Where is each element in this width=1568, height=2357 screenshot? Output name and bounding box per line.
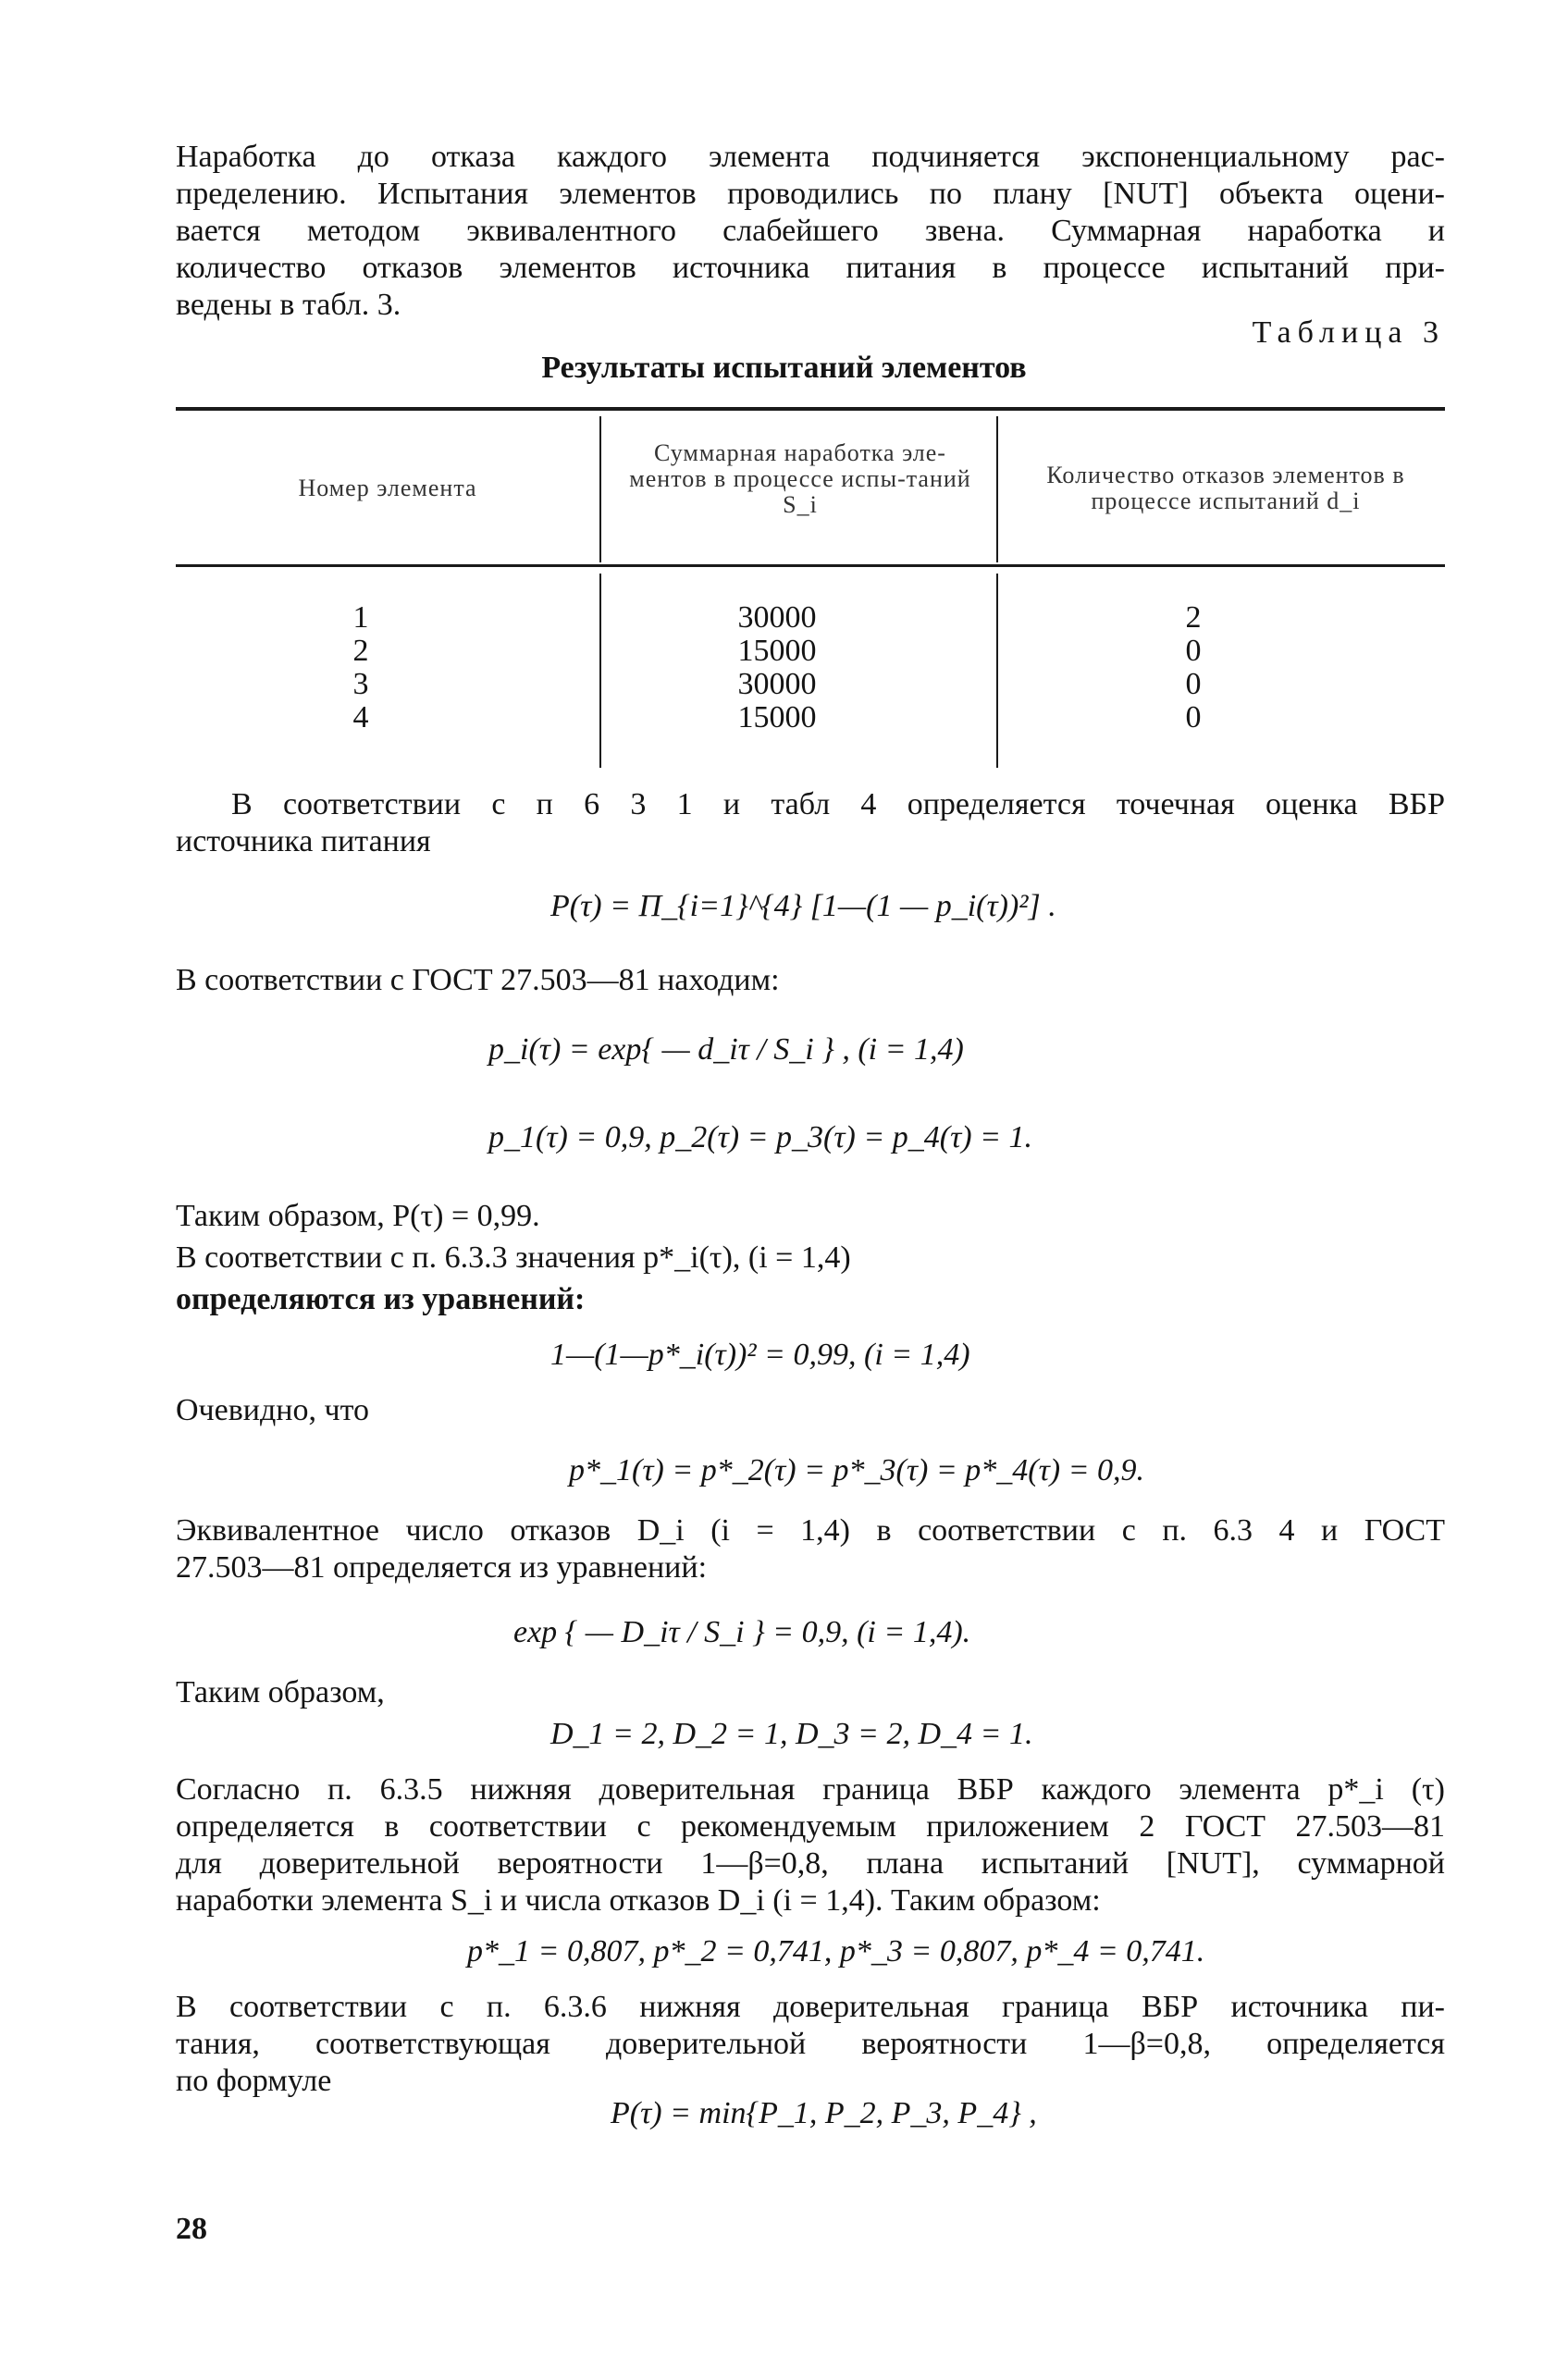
formula-point-estimate: P(τ) = Π_{i=1}^{4} [1—(1 — p_i(τ))²] . [550, 889, 1056, 923]
body-paragraph-10b: тания, соответствующая доверительной вероятности 1—β=0,8, определяется [176, 2027, 1445, 2061]
body-paragraph-7a: Эквивалентное число отказов D_i (i = 1,4) в соответствии с п. 6.3 4 и ГОСТ [176, 1513, 1445, 1548]
page-number: 28 [176, 2212, 207, 2246]
body-paragraph-10c: по формуле [176, 2064, 332, 2098]
table-number-label: Таблица 3 [1252, 315, 1445, 350]
formula-failure-values: D_1 = 2, D_2 = 1, D_3 = 2, D_4 = 1. [550, 1717, 1033, 1751]
body-paragraph-1b: источника питания [176, 824, 431, 858]
body-paragraph-5: определяются из уравнений: [176, 1282, 586, 1316]
body-paragraph-8: Таким образом, [176, 1675, 385, 1709]
table-cell: 15000 [737, 634, 817, 668]
table-top-rule [176, 407, 1445, 411]
body-paragraph-6: Очевидно, что [176, 1393, 369, 1427]
table-divider-1 [599, 416, 601, 562]
body-paragraph-2: В соответствии с ГОСТ 27.503—81 находим: [176, 963, 780, 997]
intro-line-4: количество отказов элементов источника питания в процессе испытаний при- [176, 251, 1445, 285]
formula-equal-values: p*_1(τ) = p*_2(τ) = p*_3(τ) = p*_4(τ) = 0,9. [569, 1453, 1145, 1487]
table-title: Результаты испытаний элементов [541, 351, 1027, 385]
table-cell: 3 [352, 667, 369, 701]
table-col-element-number [324, 601, 398, 734]
table-cell: 4 [352, 700, 369, 734]
table-divider-2-body [996, 574, 998, 768]
intro-line-2: пределению. Испытания элементов проводились по плану [NUT] объекта оцени- [176, 177, 1445, 211]
intro-line-5: ведены в табл. 3. [176, 288, 401, 322]
body-paragraph-9b: определяется в соответствии с рекомендуемым приложением 2 ГОСТ 27.503—81 [176, 1809, 1445, 1844]
table-cell: 0 [1185, 634, 1202, 668]
intro-line-3: вается методом эквивалентного слабейшего звена. Суммарная наработка и [176, 214, 1445, 248]
formula-min-bound: P(τ) = min{P_1, P_2, P_3, P_4} , [611, 2096, 1037, 2130]
body-paragraph-9d: наработки элемента S_i и числа отказов D_i (i = 1,4). Таким образом: [176, 1883, 1101, 1918]
table-header-rule [176, 564, 1445, 567]
table-divider-2 [996, 416, 998, 562]
table-header-total-operating-time: Суммарная наработка эле-ментов в процессе испы-таний S_i [629, 439, 971, 518]
body-paragraph-9c: для доверительной вероятности 1—β=0,8, плана испытаний [NUT], суммарной [176, 1846, 1445, 1881]
table-cell: 0 [1185, 667, 1202, 701]
table-cell: 2 [1185, 600, 1202, 635]
formula-equation-1: 1—(1—p*_i(τ))² = 0,99, (i = 1,4) [550, 1338, 970, 1372]
table-cell: 2 [352, 634, 369, 668]
table-col-operating-time [685, 601, 870, 734]
table-cell: 1 [352, 600, 369, 635]
table-divider-1-body [599, 574, 601, 768]
table-cell: 30000 [737, 600, 817, 635]
table-cell: 30000 [737, 667, 817, 701]
table-cell: 15000 [737, 700, 817, 734]
formula-lower-bounds: p*_1 = 0,807, p*_2 = 0,741, p*_3 = 0,807, p*_4 = 0,741. [467, 1934, 1205, 1968]
table-cell: 0 [1185, 700, 1202, 734]
formula-element-values: p_1(τ) = 0,9, p_2(τ) = p_3(τ) = p_4(τ) = 1. [488, 1120, 1033, 1154]
table-header-element-number: Номер элемента [298, 475, 477, 501]
body-paragraph-3: Таким образом, P(τ) = 0,99. [176, 1199, 540, 1233]
table-col-failure-count [1147, 601, 1240, 734]
table-header-failure-count: Количество отказов элементов в процессе испытаний d_i [1046, 462, 1405, 514]
body-paragraph-1a: В соответствии с п 6 3 1 и табл 4 определяется точечная оценка ВБР [231, 787, 1445, 821]
body-paragraph-4: В соответствии с п. 6.3.3 значения p*_i(τ), (i = 1,4) [176, 1240, 851, 1275]
formula-equivalent-failures: exp { — D_iτ / S_i } = 0,9, (i = 1,4). [513, 1615, 971, 1649]
intro-line-1: Наработка до отказа каждого элемента подчиняется экспоненциальному рас- [176, 140, 1445, 174]
body-paragraph-9a: Согласно п. 6.3.5 нижняя доверительная граница ВБР каждого элемента p*_i (τ) [176, 1772, 1445, 1807]
body-paragraph-10a: В соответствии с п. 6.3.6 нижняя доверительная граница ВБР источника пи- [176, 1990, 1445, 2024]
formula-element-estimate: p_i(τ) = exp{ — d_iτ / S_i } , (i = 1,4) [488, 1032, 964, 1067]
body-paragraph-7b: 27.503—81 определяется из уравнений: [176, 1550, 708, 1585]
